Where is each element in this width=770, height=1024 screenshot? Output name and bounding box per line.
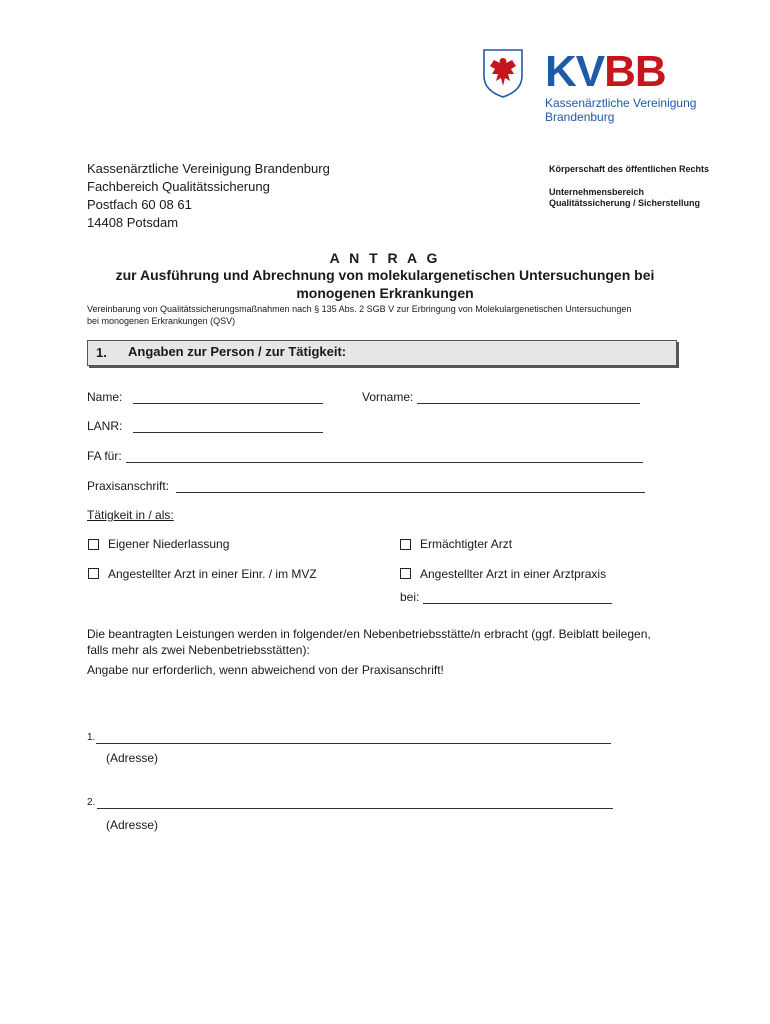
fa-input[interactable]	[126, 462, 643, 463]
vorname-label: Vorname:	[362, 390, 414, 404]
option-ermaechtigter-arzt: Ermächtigter Arzt	[420, 537, 513, 551]
note-hint: Angabe nur erforderlich, wenn abweichend von der Praxisanschrift!	[87, 663, 444, 677]
kvbb-subline-1: Kassenärztliche Vereinigung	[545, 96, 697, 110]
vorname-input[interactable]	[417, 403, 640, 404]
corp-line-1: Körperschaft des öffentlichen Rechts	[549, 164, 710, 174]
corp-line-2: Unternehmensbereich	[549, 187, 645, 197]
lanr-input[interactable]	[133, 432, 323, 433]
form-subtitle-1: zur Ausführung und Abrechnung von molekulargenetischen Untersuchungen bei	[115, 267, 655, 283]
recipient-address	[87, 160, 330, 232]
name-input[interactable]	[133, 403, 323, 404]
kvbb-logo	[545, 47, 697, 124]
address-1-label: (Adresse)	[106, 751, 159, 765]
address-line-1: Kassenärztliche Vereinigung Brandenburg	[87, 161, 330, 176]
address-2-label: (Adresse)	[106, 818, 159, 832]
address-1-input[interactable]	[96, 743, 611, 744]
form-subtitle-2: monogenen Erkrankungen	[296, 285, 474, 301]
option-eigene-niederlassung: Eigener Niederlassung	[108, 537, 230, 551]
praxisanschrift-label: Praxisanschrift:	[87, 479, 170, 493]
brandenburg-eagle-logo-icon	[482, 48, 524, 98]
checkbox-angestellter-mvz[interactable]	[88, 568, 99, 579]
agreement-line-1: Vereinbarung von Qualitätssicherungsmaßnahmen nach § 135 Abs. 2 SGB V zur Erbringung von Molekulargenetischen Untersuchungen	[87, 304, 632, 314]
address-2-number: 2.	[87, 797, 96, 808]
option-angestellter-mvz: Angestellter Arzt in einer Einr. / im MVZ	[108, 567, 317, 581]
name-label: Name:	[87, 390, 123, 404]
kv-letters: KV	[545, 47, 605, 96]
section-label: Angaben zur Person / zur Tätigkeit:	[128, 344, 347, 359]
corp-line-3: Qualitätssicherung / Sicherstellung	[549, 198, 701, 208]
agreement-text	[87, 303, 687, 327]
corporate-info	[549, 164, 709, 209]
note-line-1: Die beantragten Leistungen werden in folgender/en Nebenbetriebsstätte/n erbracht (ggf. Beiblatt beilegen,	[87, 627, 651, 641]
checkbox-eigene-niederlassung[interactable]	[88, 539, 99, 550]
lanr-label: LANR:	[87, 419, 123, 433]
section-number: 1.	[96, 345, 107, 360]
fa-label: FA für:	[87, 449, 122, 463]
section-1-header	[87, 340, 677, 366]
kvbb-wordmark	[545, 47, 696, 96]
checkbox-angestellter-arztpraxis[interactable]	[400, 568, 411, 579]
bei-label: bei:	[400, 590, 420, 604]
address-line-2: Fachbereich Qualitätssicherung	[87, 179, 270, 194]
option-angestellter-arztpraxis: Angestellter Arzt in einer Arztpraxis	[420, 567, 607, 581]
address-2-input[interactable]	[97, 808, 613, 809]
address-1-number: 1.	[87, 732, 96, 743]
note-line-2: falls mehr als zwei Nebenbetriebsstätten):	[87, 643, 310, 657]
bb-letters: BB	[604, 47, 666, 96]
agreement-line-2: bei monogenen Erkrankungen (QSV)	[87, 316, 236, 326]
form-title: A N T R A G	[329, 250, 441, 266]
nebenbetriebsstaette-note	[87, 626, 707, 658]
bei-input[interactable]	[423, 603, 612, 604]
praxisanschrift-input[interactable]	[176, 492, 645, 493]
kvbb-subline-2: Brandenburg	[545, 110, 615, 124]
checkbox-ermaechtigter-arzt[interactable]	[400, 539, 411, 550]
address-line-3: Postfach 60 08 61	[87, 197, 192, 212]
address-line-4: 14408 Potsdam	[87, 215, 179, 230]
taetigkeit-heading: Tätigkeit in / als:	[87, 508, 174, 522]
